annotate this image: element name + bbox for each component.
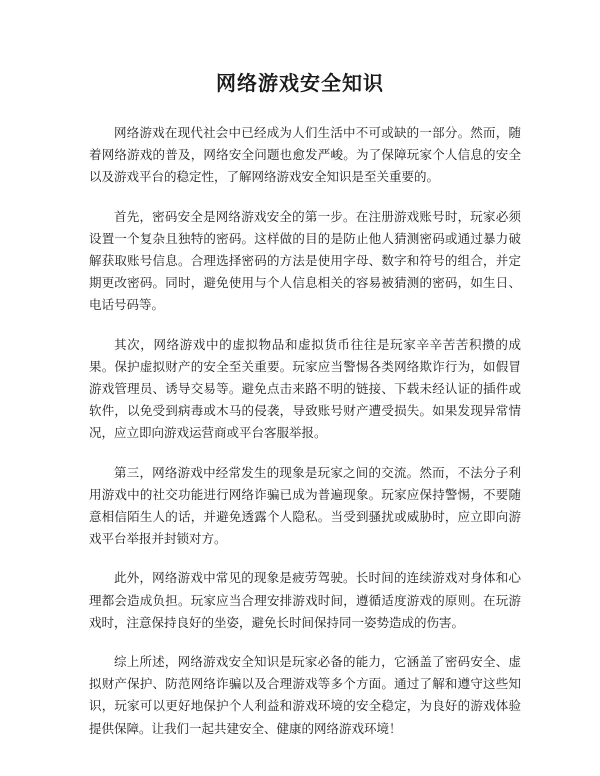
document-body [89, 122, 521, 757]
paragraph-password-security: 首先，密码安全是网络游戏安全的第一步。在注册游戏账号时，玩家必须设置一个复杂且独特的密码。这样做的目的是防止他人猜测密码或通过暴力破解获取账号信息。合理选择密码的方法是使用字母、数字和符号的组合，并定期更改密码。同时，避免使用与个人信息相关的容易被猜测的密码，如生日、电话号码等。 [89, 208, 521, 313]
paragraph-social-fraud: 第三，网络游戏中经常发生的现象是玩家之间的交流。然而，不法分子利用游戏中的社交功能进行网络诈骗已成为普遍现象。玩家应保持警惕，不要随意相信陌生人的话，并避免透露个人隐私。当受到骚扰或威胁时，应立即向游戏平台举报并封锁对方。 [89, 464, 521, 547]
document-title: 网络游戏安全知识 [216, 71, 384, 95]
paragraph-virtual-property: 其次，网络游戏中的虚拟物品和虚拟货币往往是玩家辛辛苦苦积攒的成果。保护虚拟财产的安全至关重要。玩家应当警惕各类网络欺诈行为，如假冒游戏管理员、诱导交易等。避免点击来路不明的链接、下载未经认证的插件或软件，以免受到病毒或木马的侵袭，导致账号财产遭受损失。如果发现异常情况，应立即向游戏运营商或平台客服举报。 [89, 336, 521, 441]
paragraph-fatigue: 此外，网络游戏中常见的现象是疲劳驾驶。长时间的连续游戏对身体和心理都会造成负担。玩家应当合理安排游戏时间，遵循适度游戏的原则。在玩游戏时，注意保持良好的坐姿，避免长时间保持同一姿势造成的伤害。 [89, 570, 521, 630]
paragraph-intro: 网络游戏在现代社会中已经成为人们生活中不可或缺的一部分。然而，随着网络游戏的普及，网络安全问题也愈发严峻。为了保障玩家个人信息的安全以及游戏平台的稳定性，了解网络游戏安全知识是至关重要的。 [89, 125, 521, 185]
paragraph-conclusion: 综上所述，网络游戏安全知识是玩家必备的能力，它涵盖了密码安全、虚拟财产保护、防范网络诈骗以及合理游戏等多个方面。通过了解和遵守这些知识，玩家可以更好地保护个人利益和游戏环境的安全稳定，为良好的游戏体验提供保障。让我们一起共建安全、健康的网络游戏环境！ [89, 654, 521, 736]
